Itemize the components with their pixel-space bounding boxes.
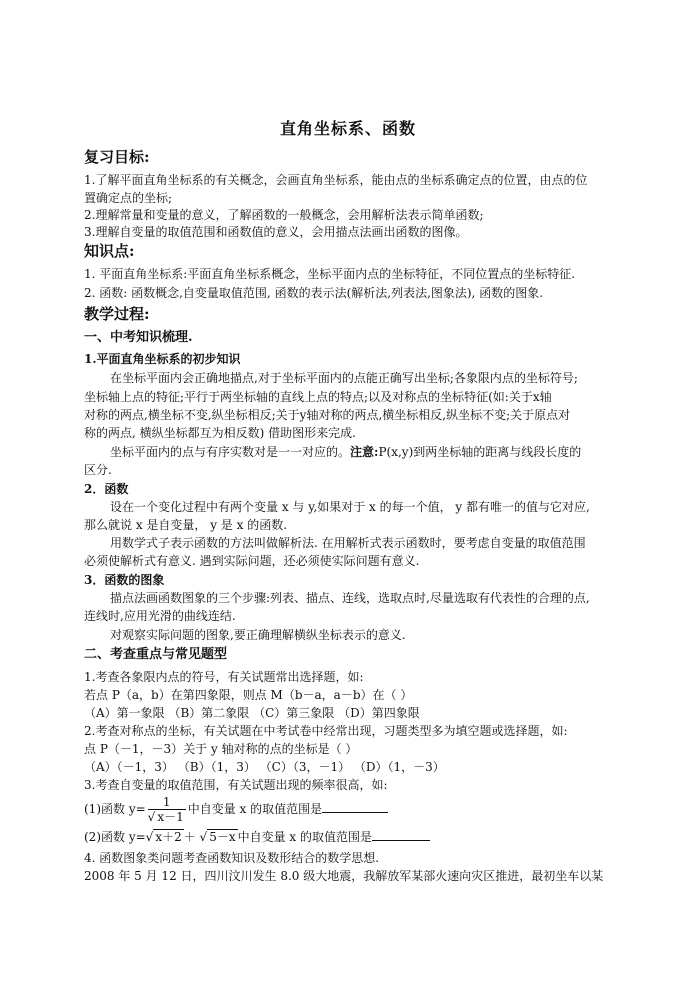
review-item-1-line-2: 置确定点的坐标; — [84, 191, 173, 205]
s3-paragraph-1-line-1: 描点法画函数图象的三个步骤:列表、描点、连线，选取点时,尽量选取有代表性的合理的点, — [110, 591, 590, 605]
question-3b: (2)函数 y=√ x＋2 ＋ √ 5－x 中自变量 x 的取值范围是 — [84, 829, 430, 845]
q3b-radicand-2: 5－x — [209, 830, 236, 844]
process-heading: 教学过程: — [84, 305, 150, 323]
q3b-prefix: (2)函数 y= — [84, 830, 146, 844]
question-2-intro: 2.考查对称点的坐标，有关试题在中考试卷中经常出现，习题类型多为填空题或选择题，如: — [84, 724, 568, 738]
q3a-fraction — [148, 796, 186, 824]
s2-paragraph-2-line-2: 必须使解析式有意义. 遇到实际问题，还必须使实际问题有意义. — [84, 554, 420, 568]
knowledge-item-2: 2. 函数: 函数概念,自变量取值范围, 函数的表示法(解析法,列表法,图象法), 函数的图象. — [84, 286, 544, 300]
question-2-options: （A）（－1，3） （B）（1，3） （C）（3，－1） （D）（1，－3） — [84, 760, 445, 774]
question-1-options: （A）第一象限 （B）第二象限 （C）第三象限 （D）第四象限 — [84, 706, 420, 720]
q3b-suffix: 中自变量 x 的取值范围是 — [237, 830, 373, 844]
knowledge-item-1: 1. 平面直角坐标系:平面直角坐标系概念，坐标平面内点的坐标特征，不同位置点的坐标特征. — [84, 267, 576, 281]
s1-paragraph-line-1: 在坐标平面内会正确地描点,对于坐标平面内的点能正确写出坐标;各象限内点的坐标符号; — [110, 371, 578, 385]
s1-note-text: 坐标平面内的点与有序实数对是一一对应的。 — [110, 445, 351, 459]
s2-paragraph-1-line-1: 设在一个变化过程中有两个变量 x 与 y,如果对于 x 的每一个值， y 都有唯一的值与它对应, — [110, 500, 590, 514]
q3b-answer-blank[interactable] — [372, 829, 430, 841]
subsection-3-title: 3．函数的图象 — [84, 573, 165, 587]
review-item-3: 3.理解自变量的取值范围和函数值的意义，会用描点法画出函数的图像。 — [84, 225, 468, 239]
question-3-intro: 3.考查自变量的取值范围，有关试题出现的频率很高，如: — [84, 778, 388, 792]
s2-paragraph-1-line-2: 那么就说 x 是自变量， y 是 x 的函数. — [84, 518, 288, 532]
question-1-intro: 1.考查各象限内点的符号，有关试题常出选择题，如: — [84, 670, 364, 684]
q3a-denominator: √ x－1 — [147, 809, 184, 824]
s1-note-line — [110, 444, 581, 460]
q3b-plus: ＋ — [183, 830, 196, 844]
s3-paragraph-2: 对观察实际问题的图象,要正确理解横纵坐标表示的意义. — [110, 628, 406, 642]
s1-paragraph-line-4: 称的两点, 横纵坐标都互为相反数) 借助图形来完成. — [84, 426, 356, 440]
subsection-2-title: 2．函数 — [84, 482, 129, 496]
s1-note-tail: P(x,y)到两坐标轴的距离与线段长度的 — [378, 445, 582, 459]
question-4-line-1: 2008 年 5 月 12 日，四川汶川发生 8.0 级大地震，我解放军某部火速向灾区推进，最初坐车以某 — [84, 869, 604, 883]
s1-note-line-2: 区分. — [84, 463, 112, 477]
s1-paragraph-line-2: 坐标轴上点的特征;平行于两坐标轴的直线上点的特点;以及对称点的坐标特征(如:关于x轴 — [84, 390, 552, 404]
q3a-numerator: 1 — [148, 796, 186, 810]
s3-paragraph-1-line-2: 连线时,应用光滑的曲线连结. — [84, 609, 236, 623]
review-item-2: 2.理解常量和变量的意义，了解函数的一般概念，会用解析法表示简单函数; — [84, 208, 484, 222]
question-2-stem: 点 P（－1，－3）关于 y 轴对称的点的坐标是（ ） — [84, 742, 358, 756]
knowledge-heading: 知识点: — [84, 242, 135, 260]
section-2-heading: 二、考查重点与常见题型 — [84, 647, 228, 662]
s1-paragraph-line-3: 对称的两点,横坐标不变,纵坐标相反;关于y轴对称的两点,横坐标相反,纵坐标不变;关于原点对 — [84, 408, 571, 422]
question-1-stem: 若点 P（a，b）在第四象限，则点 M（b－a，a－b）在（ ） — [84, 688, 413, 702]
question-3a — [84, 794, 388, 824]
page-title: 直角坐标系、函数 — [279, 119, 416, 138]
subsection-1-title: 1.平面直角坐标系的初步知识 — [84, 352, 241, 366]
q3a-answer-blank[interactable] — [322, 801, 388, 813]
s1-note-label: 注意: — [350, 445, 379, 459]
s2-paragraph-2-line-1: 用数学式子表示函数的方法叫做解析法. 在用解析式表示函数时，要考虑自变量的取值范围 — [110, 536, 586, 550]
q3a-radicand: x－1 — [157, 809, 184, 824]
review-item-1-line-1: 1.了解平面直角坐标系的有关概念，会画直角坐标系，能由点的坐标系确定点的位置，由点的位 — [84, 173, 588, 187]
review-heading: 复习目标: — [84, 148, 150, 166]
q3a-suffix: 中自变量 x 的取值范围是 — [187, 802, 323, 816]
q3b-radicand-1: x＋2 — [155, 830, 182, 844]
question-4-intro: 4. 函数图象类问题考查函数知识及数形结合的数学思想. — [84, 851, 380, 865]
q3a-prefix: (1)函数 y= — [84, 802, 146, 816]
section-1-heading: 一、中考知识梳理. — [84, 330, 193, 345]
